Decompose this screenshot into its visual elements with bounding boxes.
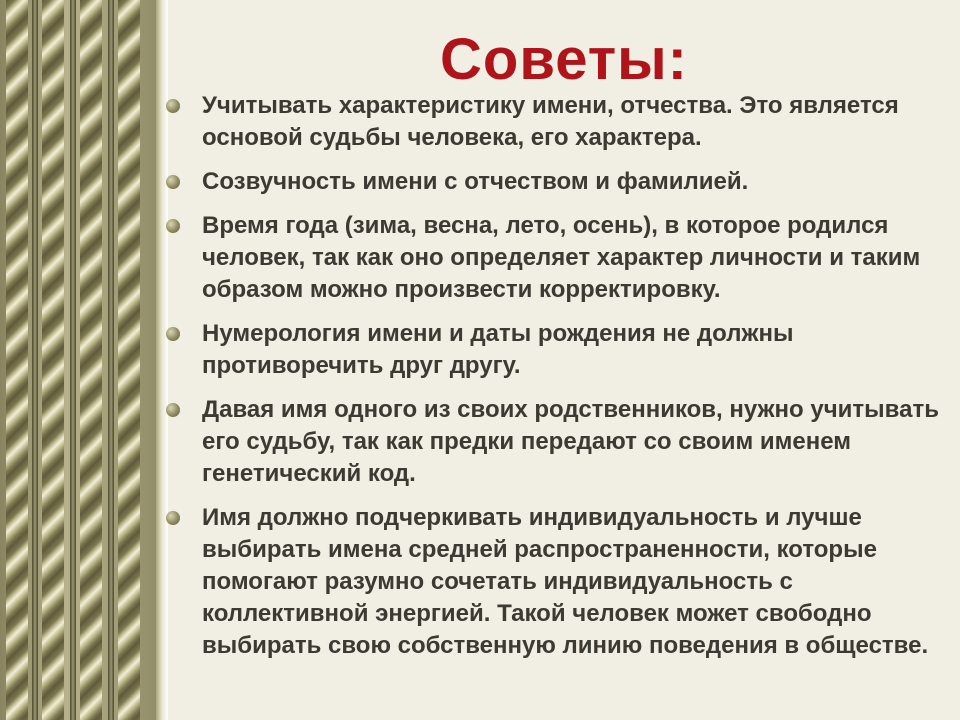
list-item xyxy=(166,318,946,382)
decorative-rope-border xyxy=(0,0,168,720)
list-item xyxy=(166,166,946,198)
bullet-icon xyxy=(166,175,180,189)
list-item-text: Имя должно подчеркивать индивидуальность и лучше выбирать имена средней распространенности, которые помогают разумно сочетать индивидуальность с коллективной энергией. Такой человек может свободно выбирать свою собственную линию поведения в обществе. xyxy=(202,504,929,659)
list-item xyxy=(166,90,946,154)
list-item-text: Созвучность имени с отчеством и фамилией. xyxy=(202,168,749,195)
rope-stripe xyxy=(118,0,140,720)
list-item xyxy=(166,502,946,662)
rope-stripe xyxy=(42,0,64,720)
slide-title: Советы: xyxy=(440,27,688,92)
list-item-text: Нумерология имени и даты рождения не должны противоречить друг другу. xyxy=(202,320,794,379)
list-item-text: Время года (зима, весна, лето, осень), в которое родился человек, так как оно определяет характер личности и таким образом можно произвести корректировку. xyxy=(202,212,921,303)
divider-bar xyxy=(32,0,38,720)
rope-stripe xyxy=(6,0,28,720)
bullet-icon xyxy=(166,327,180,341)
list-item-text: Давая имя одного из своих родственников, нужно учитывать его судьбу, так как предки передают со своим именем генетический код. xyxy=(202,396,939,487)
rope-stripe xyxy=(80,0,102,720)
list-item-text: Учитывать характеристику имени, отчества. Это является основой судьбы человека, его характера. xyxy=(202,92,899,151)
bullet-icon xyxy=(166,99,180,113)
divider-bar xyxy=(70,0,76,720)
tips-list xyxy=(166,90,946,674)
bullet-icon xyxy=(166,219,180,233)
bullet-icon xyxy=(166,403,180,417)
divider-bar xyxy=(108,0,114,720)
list-item xyxy=(166,394,946,490)
bullet-icon xyxy=(166,511,180,525)
list-item xyxy=(166,210,946,306)
